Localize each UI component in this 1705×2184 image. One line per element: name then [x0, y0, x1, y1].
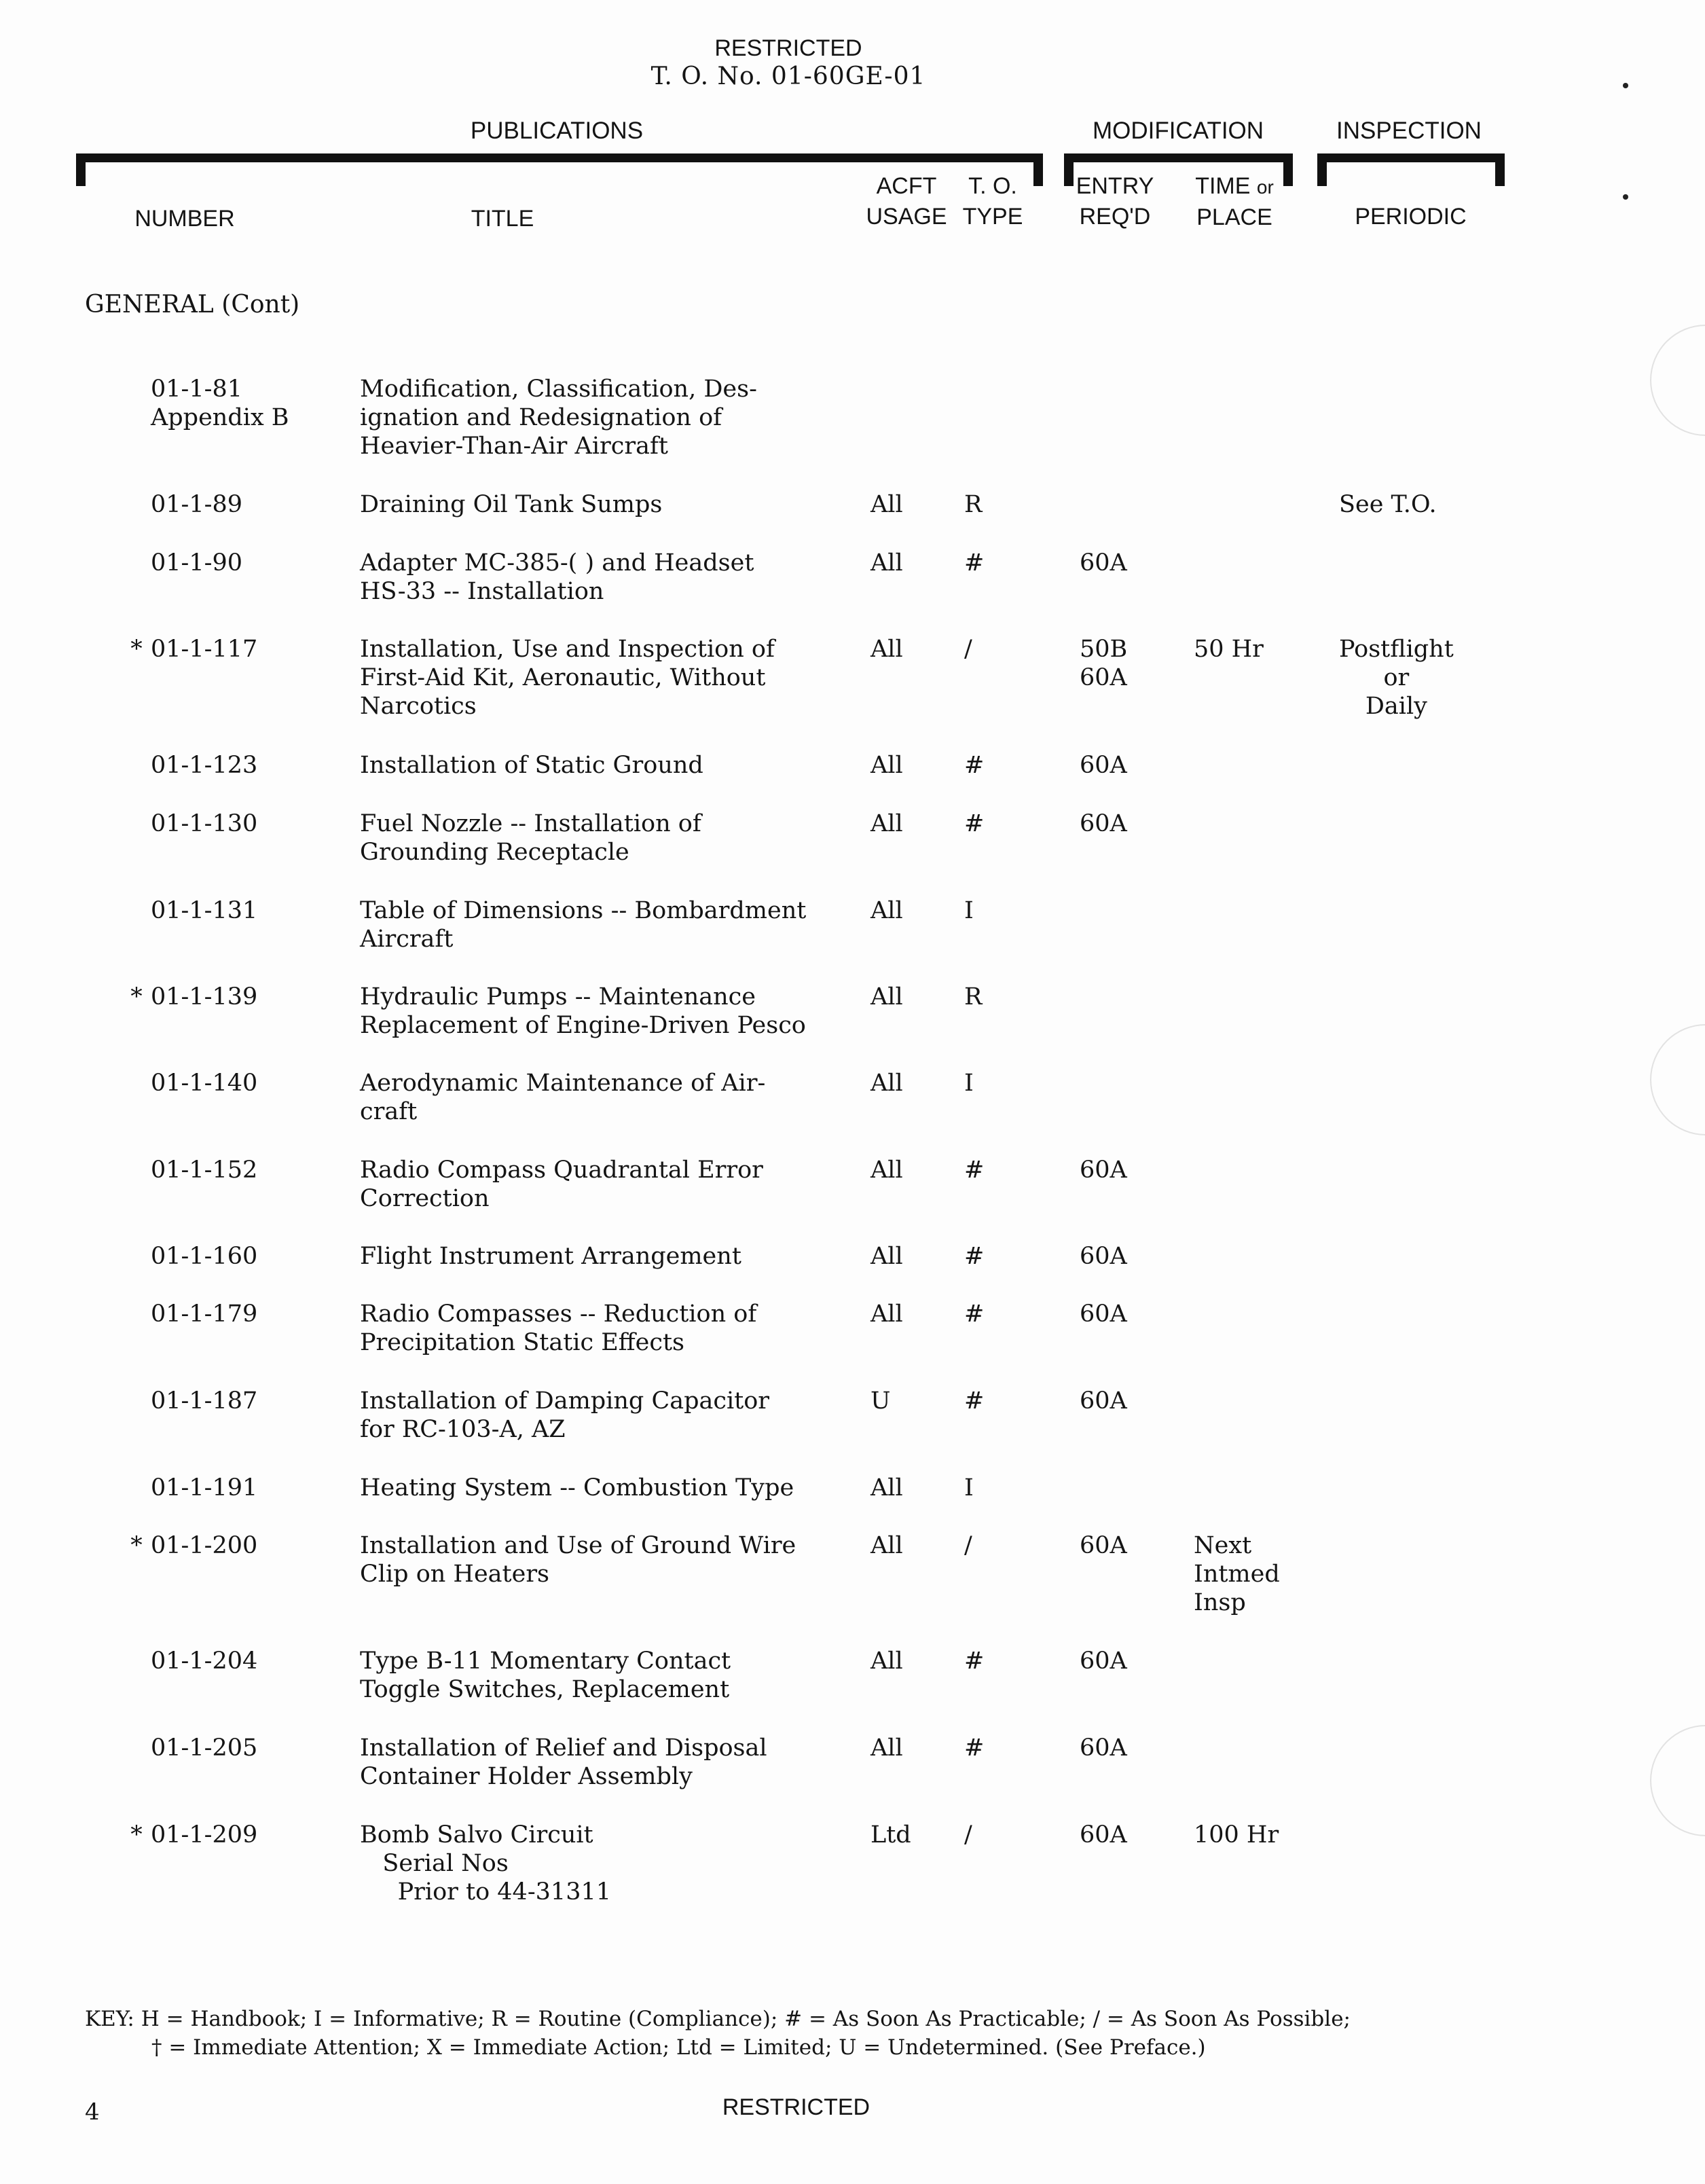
row-number: [151, 1647, 257, 1675]
bracket-tick: [1317, 153, 1327, 186]
row-title: [360, 1647, 731, 1704]
row-title: [360, 983, 806, 1040]
row-title-line: Aerodynamic Maintenance of Air-: [360, 1070, 766, 1097]
row-acft-usage: All: [870, 1243, 903, 1270]
row-acft-usage: All: [870, 1734, 903, 1762]
row-to-type: #: [964, 1734, 985, 1762]
row-title-line: Installation, Use and Inspection of: [360, 636, 775, 663]
row-acft-usage: U: [870, 1387, 891, 1415]
row-number: [151, 1300, 257, 1328]
group-label-publications: PUBLICATIONS: [470, 117, 644, 144]
row-entry-reqd-line: 60A: [1080, 549, 1127, 577]
row-title-line: Type B-11 Momentary Contact: [360, 1648, 731, 1675]
row-entry-reqd: [1080, 1300, 1127, 1328]
row-entry-reqd: [1080, 1156, 1127, 1184]
row-inspection-periodic-line: Daily: [1365, 693, 1427, 720]
row-number-line: 01-1-117: [151, 636, 258, 663]
row-number-line: 01-1-209: [151, 1821, 258, 1849]
row-title: [360, 635, 775, 721]
row-title-line: Container Holder Assembly: [360, 1763, 693, 1790]
row-title-line: Grounding Receptacle: [360, 839, 629, 866]
row-acft-usage: Ltd: [870, 1821, 911, 1849]
row-title: [360, 896, 806, 953]
row-title-line: Hydraulic Pumps -- Maintenance: [360, 983, 756, 1011]
row-number: [151, 896, 257, 925]
row-number-line: 01-1-89: [151, 491, 242, 518]
row-number: [151, 1821, 257, 1849]
row-entry-reqd-line: 60A: [1080, 1648, 1127, 1675]
group-label-modification: MODIFICATION: [1092, 117, 1264, 144]
row-title-line: for RC-103-A, AZ: [360, 1416, 566, 1443]
row-entry-reqd: [1080, 1242, 1127, 1271]
row-time-or-place-line: Insp: [1194, 1589, 1246, 1616]
row-to-type: #: [964, 1300, 985, 1328]
row-number-line: 01-1-160: [151, 1243, 258, 1270]
row-title-line: Prior to 44-31311: [360, 1878, 611, 1906]
row-number-line: 01-1-179: [151, 1300, 258, 1328]
row-number-line: 01-1-130: [151, 810, 258, 837]
row-title-line: Serial Nos: [360, 1850, 509, 1877]
row-inspection-periodic-line: See T.O.: [1339, 491, 1437, 518]
publications-bracket: [76, 153, 1043, 162]
row-title: [360, 1531, 796, 1588]
row-title-line: Installation of Relief and Disposal: [360, 1734, 767, 1762]
row-entry-reqd: [1080, 1734, 1127, 1762]
column-header-title: TITLE: [471, 206, 534, 232]
legend-key: [85, 2005, 1545, 2062]
row-acft-usage: All: [870, 983, 903, 1011]
row-title: [360, 1300, 756, 1357]
row-acft-usage: All: [870, 1474, 903, 1502]
row-acft-usage: All: [870, 636, 903, 663]
row-title-line: Draining Oil Tank Sumps: [360, 491, 663, 518]
footer-classification: RESTRICTED: [722, 2094, 870, 2120]
row-title-line: Precipitation Static Effects: [360, 1329, 684, 1356]
column-header-entry-reqd: ENTRY REQ'D: [1076, 173, 1154, 230]
row-title: [360, 809, 701, 867]
key-line-2: † = Immediate Attention; X = Immediate Action; Ltd = Limited; U = Undetermined. (See Preface.): [151, 2035, 1206, 2060]
row-title-line: Installation and Use of Ground Wire: [360, 1532, 796, 1559]
row-to-type: #: [964, 810, 985, 837]
row-number-line: 01-1-152: [151, 1157, 258, 1184]
row-title: [360, 1387, 769, 1444]
row-time-or-place: [1194, 635, 1264, 663]
row-number-line: 01-1-205: [151, 1734, 258, 1762]
row-title-line: Clip on Heaters: [360, 1561, 550, 1588]
row-acft-usage: All: [870, 810, 903, 837]
binder-hole: [1650, 1024, 1705, 1135]
row-marker-star: *: [130, 1821, 143, 1849]
row-title: [360, 1821, 611, 1906]
row-entry-reqd: [1080, 751, 1127, 780]
row-title-line: Fuel Nozzle -- Installation of: [360, 810, 701, 837]
section-title: GENERAL (Cont): [85, 291, 300, 318]
row-title: [360, 1156, 763, 1213]
row-number: [151, 1734, 257, 1762]
row-entry-reqd: [1080, 549, 1127, 577]
row-to-type: #: [964, 1648, 985, 1675]
row-to-type: I: [964, 1474, 974, 1502]
row-title-line: Table of Dimensions -- Bombardment: [360, 897, 807, 924]
column-header-periodic: PERIODIC: [1355, 204, 1467, 230]
row-number-line: Appendix B: [151, 404, 289, 431]
row-entry-reqd: [1080, 1531, 1127, 1560]
row-number-line: 01-1-131: [151, 897, 258, 924]
row-entry-reqd-line: 60A: [1080, 1300, 1127, 1328]
row-to-type: I: [964, 1070, 974, 1097]
row-to-type: #: [964, 1243, 985, 1270]
header-classification: RESTRICTED: [714, 35, 862, 61]
row-title: [360, 490, 662, 519]
row-title-line: Flight Instrument Arrangement: [360, 1243, 741, 1270]
row-title-line: Toggle Switches, Replacement: [360, 1676, 730, 1703]
row-to-type: #: [964, 752, 985, 779]
row-number-line: 01-1-200: [151, 1532, 258, 1559]
header-tech-order-number: T. O. No. 01-60GE-01: [650, 62, 926, 90]
row-title-line: Bomb Salvo Circuit: [360, 1821, 593, 1849]
row-entry-reqd-line: 60A: [1080, 1387, 1127, 1415]
row-title: [360, 375, 757, 460]
row-title-line: craft: [360, 1098, 418, 1125]
row-number: [151, 549, 242, 577]
row-title-line: HS-33 -- Installation: [360, 578, 604, 605]
row-number: [151, 635, 257, 663]
row-to-type: /: [964, 636, 972, 663]
row-title-line: Adapter MC-385-( ) and Headset: [360, 549, 754, 577]
row-entry-reqd: [1080, 809, 1127, 838]
row-number: [151, 1387, 257, 1415]
column-header-to-type: T. O. TYPE: [962, 173, 1023, 230]
bracket-tick: [76, 153, 86, 186]
modification-bracket: [1064, 153, 1293, 162]
row-title-line: Aircraft: [360, 926, 454, 953]
row-time-or-place: [1194, 1821, 1279, 1849]
row-entry-reqd-line: 60A: [1080, 810, 1127, 837]
row-number: [151, 809, 257, 838]
row-acft-usage: All: [870, 1300, 903, 1328]
row-title-line: First-Aid Kit, Aeronautic, Without: [360, 664, 766, 691]
row-number: [151, 1242, 257, 1271]
row-title-line: Installation of Damping Capacitor: [360, 1387, 770, 1415]
row-entry-reqd-line: 60A: [1080, 752, 1127, 779]
row-number-line: 01-1-81: [151, 376, 242, 403]
row-acft-usage: All: [870, 752, 903, 779]
row-marker-star: *: [130, 983, 143, 1011]
row-entry-reqd-line: 60A: [1080, 664, 1127, 691]
row-number: [151, 1474, 257, 1502]
row-entry-reqd: [1080, 1821, 1127, 1849]
row-number: [151, 1156, 257, 1184]
key-line-1: KEY: H = Handbook; I = Informative; R = Routine (Compliance); # = As Soon As Practicable; / = As Soon As Possible;: [85, 2007, 1351, 2031]
row-marker-star: *: [130, 1532, 143, 1559]
binder-hole: [1650, 325, 1705, 436]
row-entry-reqd: [1080, 635, 1127, 692]
row-title-line: ignation and Redesignation of: [360, 404, 722, 431]
row-number: [151, 1069, 257, 1097]
row-inspection-periodic: [1339, 490, 1437, 519]
row-to-type: /: [964, 1532, 972, 1559]
row-title: [360, 1474, 794, 1502]
row-title: [360, 1734, 767, 1791]
row-entry-reqd: [1080, 1647, 1127, 1675]
bracket-tick: [1495, 153, 1505, 186]
row-number: [151, 983, 257, 1011]
row-number-line: 01-1-204: [151, 1648, 258, 1675]
column-header-number: NUMBER: [134, 206, 235, 232]
row-number: [151, 1531, 257, 1560]
row-title: [360, 1242, 741, 1271]
bracket-tick: [1033, 153, 1043, 186]
column-header-time-or-place: TIME or PLACE: [1195, 173, 1274, 230]
row-to-type: #: [964, 549, 985, 577]
row-number-line: 01-1-191: [151, 1474, 258, 1502]
row-number: [151, 375, 289, 432]
row-entry-reqd-line: 50B: [1080, 636, 1128, 663]
row-acft-usage: All: [870, 1070, 903, 1097]
row-title-line: Modification, Classification, Des-: [360, 376, 757, 403]
row-acft-usage: All: [870, 549, 903, 577]
row-title-line: Radio Compasses -- Reduction of: [360, 1300, 757, 1328]
row-time-or-place-line: Intmed: [1194, 1561, 1280, 1588]
row-to-type: R: [964, 983, 983, 1011]
row-number-line: 01-1-123: [151, 752, 258, 779]
row-inspection-periodic-line: or: [1383, 664, 1410, 691]
row-to-type: /: [964, 1821, 972, 1849]
row-number: [151, 751, 257, 780]
row-title: [360, 549, 754, 606]
row-acft-usage: All: [870, 1648, 903, 1675]
row-to-type: I: [964, 897, 974, 924]
row-entry-reqd-line: 60A: [1080, 1157, 1127, 1184]
row-to-type: R: [964, 491, 983, 518]
row-title: [360, 751, 703, 780]
row-marker-star: *: [130, 636, 143, 663]
row-number-line: 01-1-187: [151, 1387, 258, 1415]
row-time-or-place-line: 50 Hr: [1194, 636, 1264, 663]
row-entry-reqd-line: 60A: [1080, 1821, 1127, 1849]
row-time-or-place-line: 100 Hr: [1194, 1821, 1279, 1849]
column-header-acft-usage: ACFT USAGE: [866, 173, 947, 230]
row-to-type: #: [964, 1387, 985, 1415]
row-title-line: Heavier-Than-Air Aircraft: [360, 433, 668, 460]
row-title-line: Heating System -- Combustion Type: [360, 1474, 794, 1502]
row-time-or-place-line: Next: [1194, 1532, 1252, 1559]
row-title: [360, 1069, 765, 1126]
row-number-line: 01-1-140: [151, 1070, 258, 1097]
row-time-or-place: [1194, 1531, 1280, 1617]
row-entry-reqd-line: 60A: [1080, 1532, 1127, 1559]
row-entry-reqd-line: 60A: [1080, 1734, 1127, 1762]
row-number-line: 01-1-90: [151, 549, 242, 577]
row-title-line: Narcotics: [360, 693, 477, 720]
row-title-line: Radio Compass Quadrantal Error: [360, 1157, 763, 1184]
row-inspection-periodic-line: Postflight: [1339, 636, 1454, 663]
row-entry-reqd: [1080, 1387, 1127, 1415]
row-number-line: 01-1-139: [151, 983, 258, 1011]
inspection-bracket: [1317, 153, 1505, 162]
row-acft-usage: All: [870, 897, 903, 924]
row-acft-usage: All: [870, 1157, 903, 1184]
row-inspection-periodic: [1339, 635, 1454, 721]
row-number: [151, 490, 242, 519]
binder-hole: [1650, 1725, 1705, 1836]
margin-speck: [1623, 83, 1628, 88]
margin-speck: [1623, 194, 1628, 200]
row-acft-usage: All: [870, 1532, 903, 1559]
row-title-line: Correction: [360, 1185, 490, 1212]
row-to-type: #: [964, 1157, 985, 1184]
row-acft-usage: All: [870, 491, 903, 518]
group-label-inspection: INSPECTION: [1336, 117, 1482, 144]
row-entry-reqd-line: 60A: [1080, 1243, 1127, 1270]
row-title-line: Installation of Static Ground: [360, 752, 703, 779]
page-number: 4: [85, 2098, 100, 2126]
row-title-line: Replacement of Engine-Driven Pesco: [360, 1012, 806, 1039]
